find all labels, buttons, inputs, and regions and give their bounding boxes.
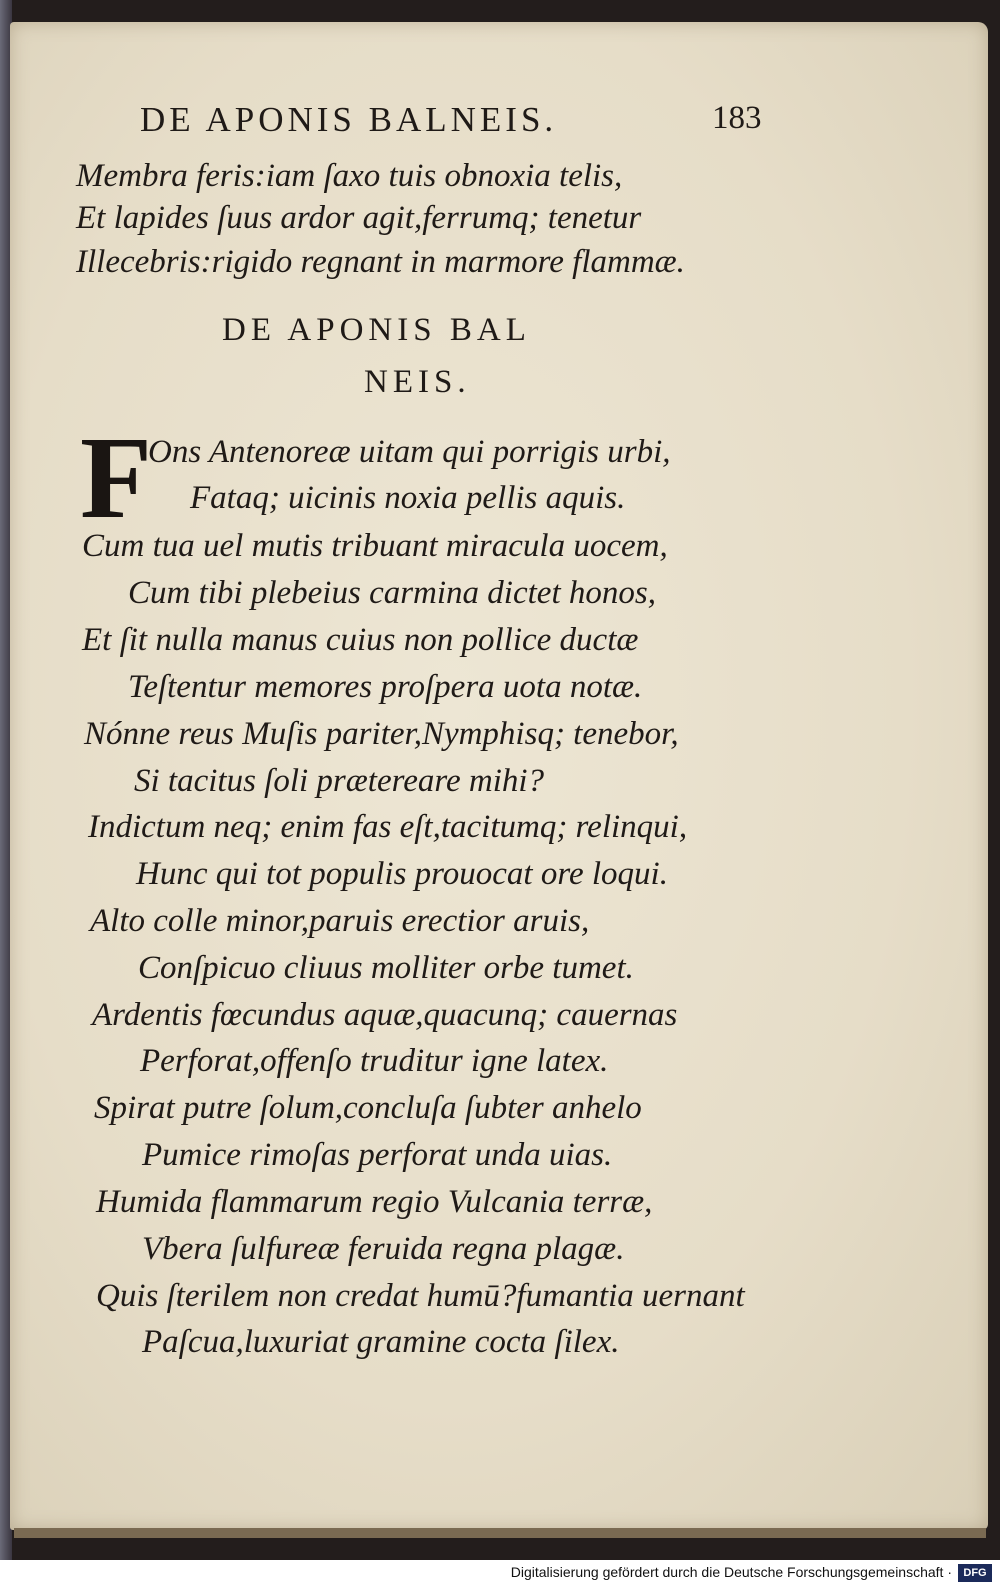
text-line: Membra feris:iam ſaxo tuis obnoxia telis, <box>76 158 623 194</box>
verse-line: Paſcua,luxuriat gramine cocta ſilex. <box>142 1324 620 1360</box>
verse-line: Cum tibi plebeius carmina dictet honos, <box>128 575 656 611</box>
verse-line: Perforat,offenſo truditur igne latex. <box>140 1043 609 1079</box>
footer-bar <box>0 1560 1000 1587</box>
verse-line: Fataq; uicinis noxia pellis aquis. <box>190 480 626 516</box>
page-number: 183 <box>712 100 762 136</box>
drop-cap: F <box>80 412 153 543</box>
dfg-logo: DFG <box>958 1564 992 1582</box>
digitization-credit: Digitalisierung gefördert durch die Deutsche Forschungsgemeinschaft · <box>510 1564 952 1580</box>
verse-line: Cum tua uel mutis tribuant miracula uocem, <box>82 528 668 564</box>
verse-line: Ardentis fœcundus aquæ,quacunq; cauernas <box>92 997 678 1033</box>
verse-line: Hunc qui tot populis prouocat ore loqui. <box>136 856 668 892</box>
verse-line: Spirat putre ſolum,concluſa ſubter anhelo <box>94 1090 642 1126</box>
text-line: Et lapides ſuus ardor agit,ferrumq; tenetur <box>76 200 642 236</box>
verse-line: Conſpicuo cliuus molliter orbe tumet. <box>138 950 634 986</box>
verse-line: Quis ſterilem non credat humū?fumantia uernant <box>96 1278 745 1314</box>
verse-line: Si tacitus ſoli prætereare mihi? <box>134 763 545 799</box>
poem-heading-line-1: DE APONIS BAL <box>222 312 531 348</box>
verse-line: Ons Antenoreæ uitam qui porrigis urbi, <box>148 434 671 470</box>
verse-line: Indictum neq; enim fas eſt,tacitumq; relinqui, <box>88 809 688 845</box>
verse-line: Nónne reus Muſis pariter,Nymphisq; tenebor, <box>84 716 679 752</box>
verse-line: Humida flammarum regio Vulcania terræ, <box>96 1184 653 1220</box>
running-head: DE APONIS BALNEIS. <box>140 100 558 139</box>
verse-line: Alto colle minor,paruis erectior aruis, <box>90 903 590 939</box>
text-line: Illecebris:rigido regnant in marmore flammæ. <box>76 244 685 280</box>
verse-line: Teſtentur memores proſpera uota notæ. <box>128 669 643 705</box>
verse-line: Pumice rimoſas perforat unda uias. <box>142 1137 613 1173</box>
verse-line: Vbera ſulfureæ feruida regna plagæ. <box>142 1231 625 1267</box>
poem-heading-line-2: NEIS. <box>364 364 471 400</box>
verse-line: Et ſit nulla manus cuius non pollice ductæ <box>82 622 639 658</box>
page-bottom-edge <box>14 1528 986 1538</box>
